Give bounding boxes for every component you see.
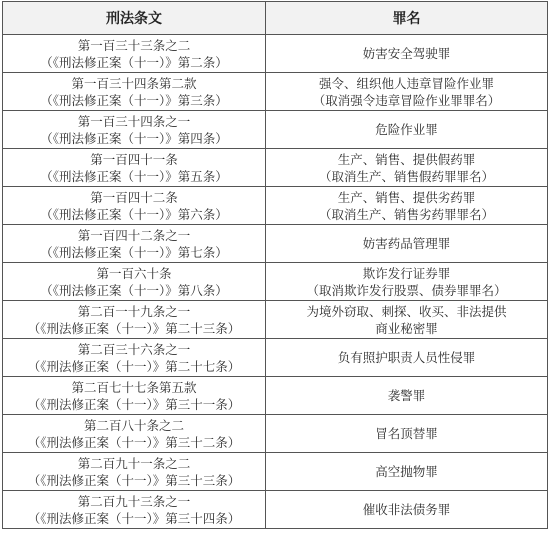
crime-name: 催收非法债务罪 [362,502,451,517]
table-row [3,225,548,263]
amendment-reference: （《刑法修正案（十一）》第三条） [40,92,228,108]
crime-name: 欺诈发行证券罪 [362,265,451,281]
amendment-reference: （《刑法修正案（十一）》第二条） [40,54,228,70]
amendment-reference: （《刑法修正案（十一）》第四条） [40,130,228,146]
crime-name: （取消强令违章冒险作业罪罪名） [312,92,501,108]
table-row [3,453,548,491]
article-number: 第一百三十四条之一 [77,113,191,129]
crime-cell [266,491,548,529]
article-cell [3,377,266,415]
table-row [3,73,548,111]
crime-name: 冒名顶替罪 [375,426,438,441]
crime-name: 妨害安全驾驶罪 [362,46,451,61]
article-number: 第一百六十条 [96,265,172,281]
crime-name: （取消生产、销售劣药罪罪名） [318,206,494,222]
crime-name: 生产、销售、提供假药罪 [337,151,476,167]
article-number: 第二百九十三条之一 [77,493,191,509]
article-cell [3,339,266,377]
article-number: 第一百四十一条 [90,151,178,167]
crime-cell [266,415,548,453]
crime-name: 袭警罪 [387,388,426,403]
table-row [3,187,548,225]
article-cell [3,35,266,73]
crime-cell [266,263,548,301]
crime-name: 负有照护职责人员性侵罪 [337,350,476,365]
amendment-reference: （《刑法修正案（十一）》第二十七条） [27,358,241,374]
amendment-reference: （《刑法修正案（十一）》第二十三条） [27,320,241,336]
article-number: 第一百三十四条第二款 [71,75,197,91]
table-row [3,35,548,73]
article-number: 第二百一十九条之一 [77,303,191,319]
amendment-reference: （《刑法修正案（十一）》第三十一条） [27,396,241,412]
article-cell [3,73,266,111]
crime-name: （取消生产、销售假药罪罪名） [318,168,494,184]
crime-cell [266,35,548,73]
table-row [3,339,548,377]
article-cell [3,491,266,529]
crime-name: （取消欺诈发行股票、债券罪罪名） [306,282,507,298]
crime-cell [266,339,548,377]
amendment-reference: （《刑法修正案（十一）》第六条） [40,206,228,222]
table-row [3,377,548,415]
amendment-reference: （《刑法修正案（十一）》第七条） [40,244,228,260]
amendment-reference: （《刑法修正案（十一）》第三十二条） [27,434,241,450]
crime-cell [266,149,548,187]
crime-cell [266,453,548,491]
crime-cell [266,377,548,415]
crime-name: 强令、组织他人违章冒险作业罪 [318,75,494,91]
article-cell [3,111,266,149]
amendment-reference: （《刑法修正案（十一）》第五条） [40,168,228,184]
article-number: 第二百七十七条第五款 [71,379,197,395]
crime-cell [266,111,548,149]
amendment-reference: （《刑法修正案（十一）》第八条） [40,282,228,298]
criminal-law-table [2,1,548,529]
article-cell [3,301,266,339]
crime-name: 生产、销售、提供劣药罪 [337,189,476,205]
crime-name: 商业秘密罪 [375,320,438,336]
article-cell [3,149,266,187]
article-cell [3,187,266,225]
table-row [3,415,548,453]
header-crime: 罪名 [266,2,548,35]
crime-name: 危险作业罪 [375,122,438,137]
table-row [3,263,548,301]
article-number: 第一百四十二条 [90,189,178,205]
article-number: 第二百九十一条之二 [77,455,191,471]
article-number: 第二百八十条之二 [83,417,184,433]
article-cell [3,415,266,453]
amendment-reference: （《刑法修正案（十一）》第三十四条） [27,510,241,526]
table-header-row [3,2,548,35]
crime-cell [266,225,548,263]
table-row [3,301,548,339]
amendment-reference: （《刑法修正案（十一）》第三十三条） [27,472,241,488]
crime-cell [266,73,548,111]
article-cell [3,453,266,491]
crime-name: 妨害药品管理罪 [362,236,451,251]
crime-cell [266,187,548,225]
article-number: 第一百四十二条之一 [77,227,191,243]
document-page [2,1,551,550]
crime-name: 高空抛物罪 [375,464,438,479]
crime-name: 为境外窃取、刺探、收买、非法提供 [306,303,507,319]
table-row [3,491,548,529]
header-article: 刑法条文 [3,2,266,35]
article-cell [3,263,266,301]
article-number: 第二百三十六条之一 [77,341,191,357]
crime-cell [266,301,548,339]
table-row [3,149,548,187]
table-row [3,111,548,149]
article-number: 第一百三十三条之二 [77,37,191,53]
article-cell [3,225,266,263]
